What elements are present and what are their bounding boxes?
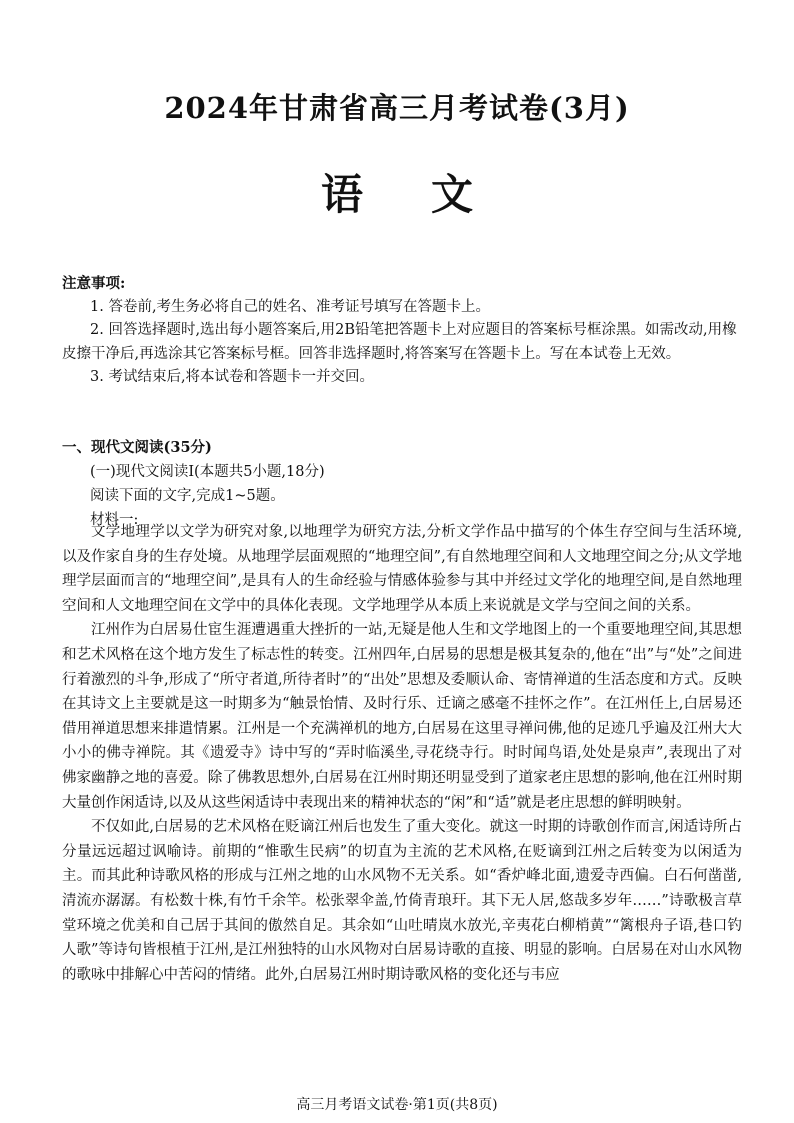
section-instruction: 阅读下面的文字,完成1~5题。 <box>90 488 285 504</box>
notice-item: 2. 回答选择题时,选出每小题答案后,用2B铅笔把答题卡上对应题目的答案标号框涂黑。如需改动,用橡皮擦干净后,再选涂其它答案标号框。回答非选择题时,将答案写在答题卡上。写在本试卷上无效。 <box>62 322 737 362</box>
passage-paragraph: 文学地理学以文学为研究对象,以地理学为研究方法,分析文学作品中描写的个体生存空间与生活环境,以及作家自身的生存处境。从地理学层面观照的“地理空间”,有自然地理空间和人文地理空间之分;从文学地理学层面而言的“地理空间”,是具有人的生命经验与情感体验参与其中并经过文学化的地理空间,是自然地理空间和人文地理空间在文学中的具体化表现。文学地理学从本质上来说就是文学与空间之间的关系。 <box>62 524 742 614</box>
notice-block <box>62 272 742 390</box>
passage-paragraph: 江州作为白居易仕宦生涯遭遇重大挫折的一站,无疑是他人生和文学地图上的一个重要地理空间,其思想和艺术风格在这个地方发生了标志性的转变。江州四年,白居易的思想是极其复杂的,他在“出”与“处”之间进行着激烈的斗争,形成了“所守者道,所待者时”的“出处”思想及委顺认命、寄情禅道的生活态度和方式。反映在其诗文上主要就是这一时期多为“触景怡情、及时行乐、迁谪之感毫不挂怀之作”。在江州任上,白居易还借用禅道思想来排遣情累。江州是一个充满禅机的地方,白居易在这里寻禅问佛,他的足迹几乎遍及江州大大小小的佛寺禅院。其《遗爱寺》诗中写的“弄时临溪坐,寻花绕寺行。时时闻鸟语,处处是泉声”,表现出了对佛家幽静之地的喜爱。除了佛教思想外,白居易在江州时期还明显受到了道家老庄思想的影响,他在江州时期大量创作闲适诗,以及从这些闲适诗中表现出来的精神状态的“闲”和“适”就是老庄思想的鲜明映射。 <box>62 622 742 811</box>
notice-item: 1. 答卷前,考生务必将自己的姓名、准考证号填写在答题卡上。 <box>90 298 491 315</box>
notice-item: 3. 考试结束后,将本试卷和答题卡一并交回。 <box>90 369 375 385</box>
reading-passage <box>62 520 742 987</box>
section-header <box>62 436 742 532</box>
page-footer: 高三月考语文试卷·第1页(共8页) <box>296 1097 498 1113</box>
passage-paragraph: 不仅如此,白居易的艺术风格在贬谪江州后也发生了重大变化。就这一时期的诗歌创作而言,闲适诗所占分量远远超过讽喻诗。前期的“惟歌生民病”的切直为主流的艺术风格,在贬谪到江州之后转变为以闲适为主。而其此种诗歌风格的形成与江州之地的山水风物不无关系。如“香炉峰北面,遗爱寺西偏。白石何凿凿,清流亦潺潺。有松数十株,有竹千余竿。松张翠伞盖,竹倚青琅玕。其下无人居,悠哉多岁年……”诗歌极言草堂环境之优美和自己居于其间的傲然自足。其余如“山吐晴岚水放光,辛夷花白柳梢黄”“篱根舟子语,巷口钓人歌”等诗句皆根植于江州,是江州独特的山水风物对白居易诗歌的直接、明显的影响。白居易在对山水风物的歌咏中排解心中苦闷的情绪。此外,白居易江州时期诗歌风格的变化还与韦应 <box>62 819 742 983</box>
notice-heading: 注意事项: <box>62 275 126 292</box>
section-heading: 一、现代文阅读(35分) <box>62 439 212 456</box>
exam-title: 2024年甘肃省高三月考试卷(3月) <box>164 91 630 125</box>
section-subheading: (一)现代文阅读Ⅰ(本题共5小题,18分) <box>90 464 325 480</box>
subject-title: 语文 <box>320 170 541 219</box>
material-label: 材料一: <box>90 512 139 528</box>
